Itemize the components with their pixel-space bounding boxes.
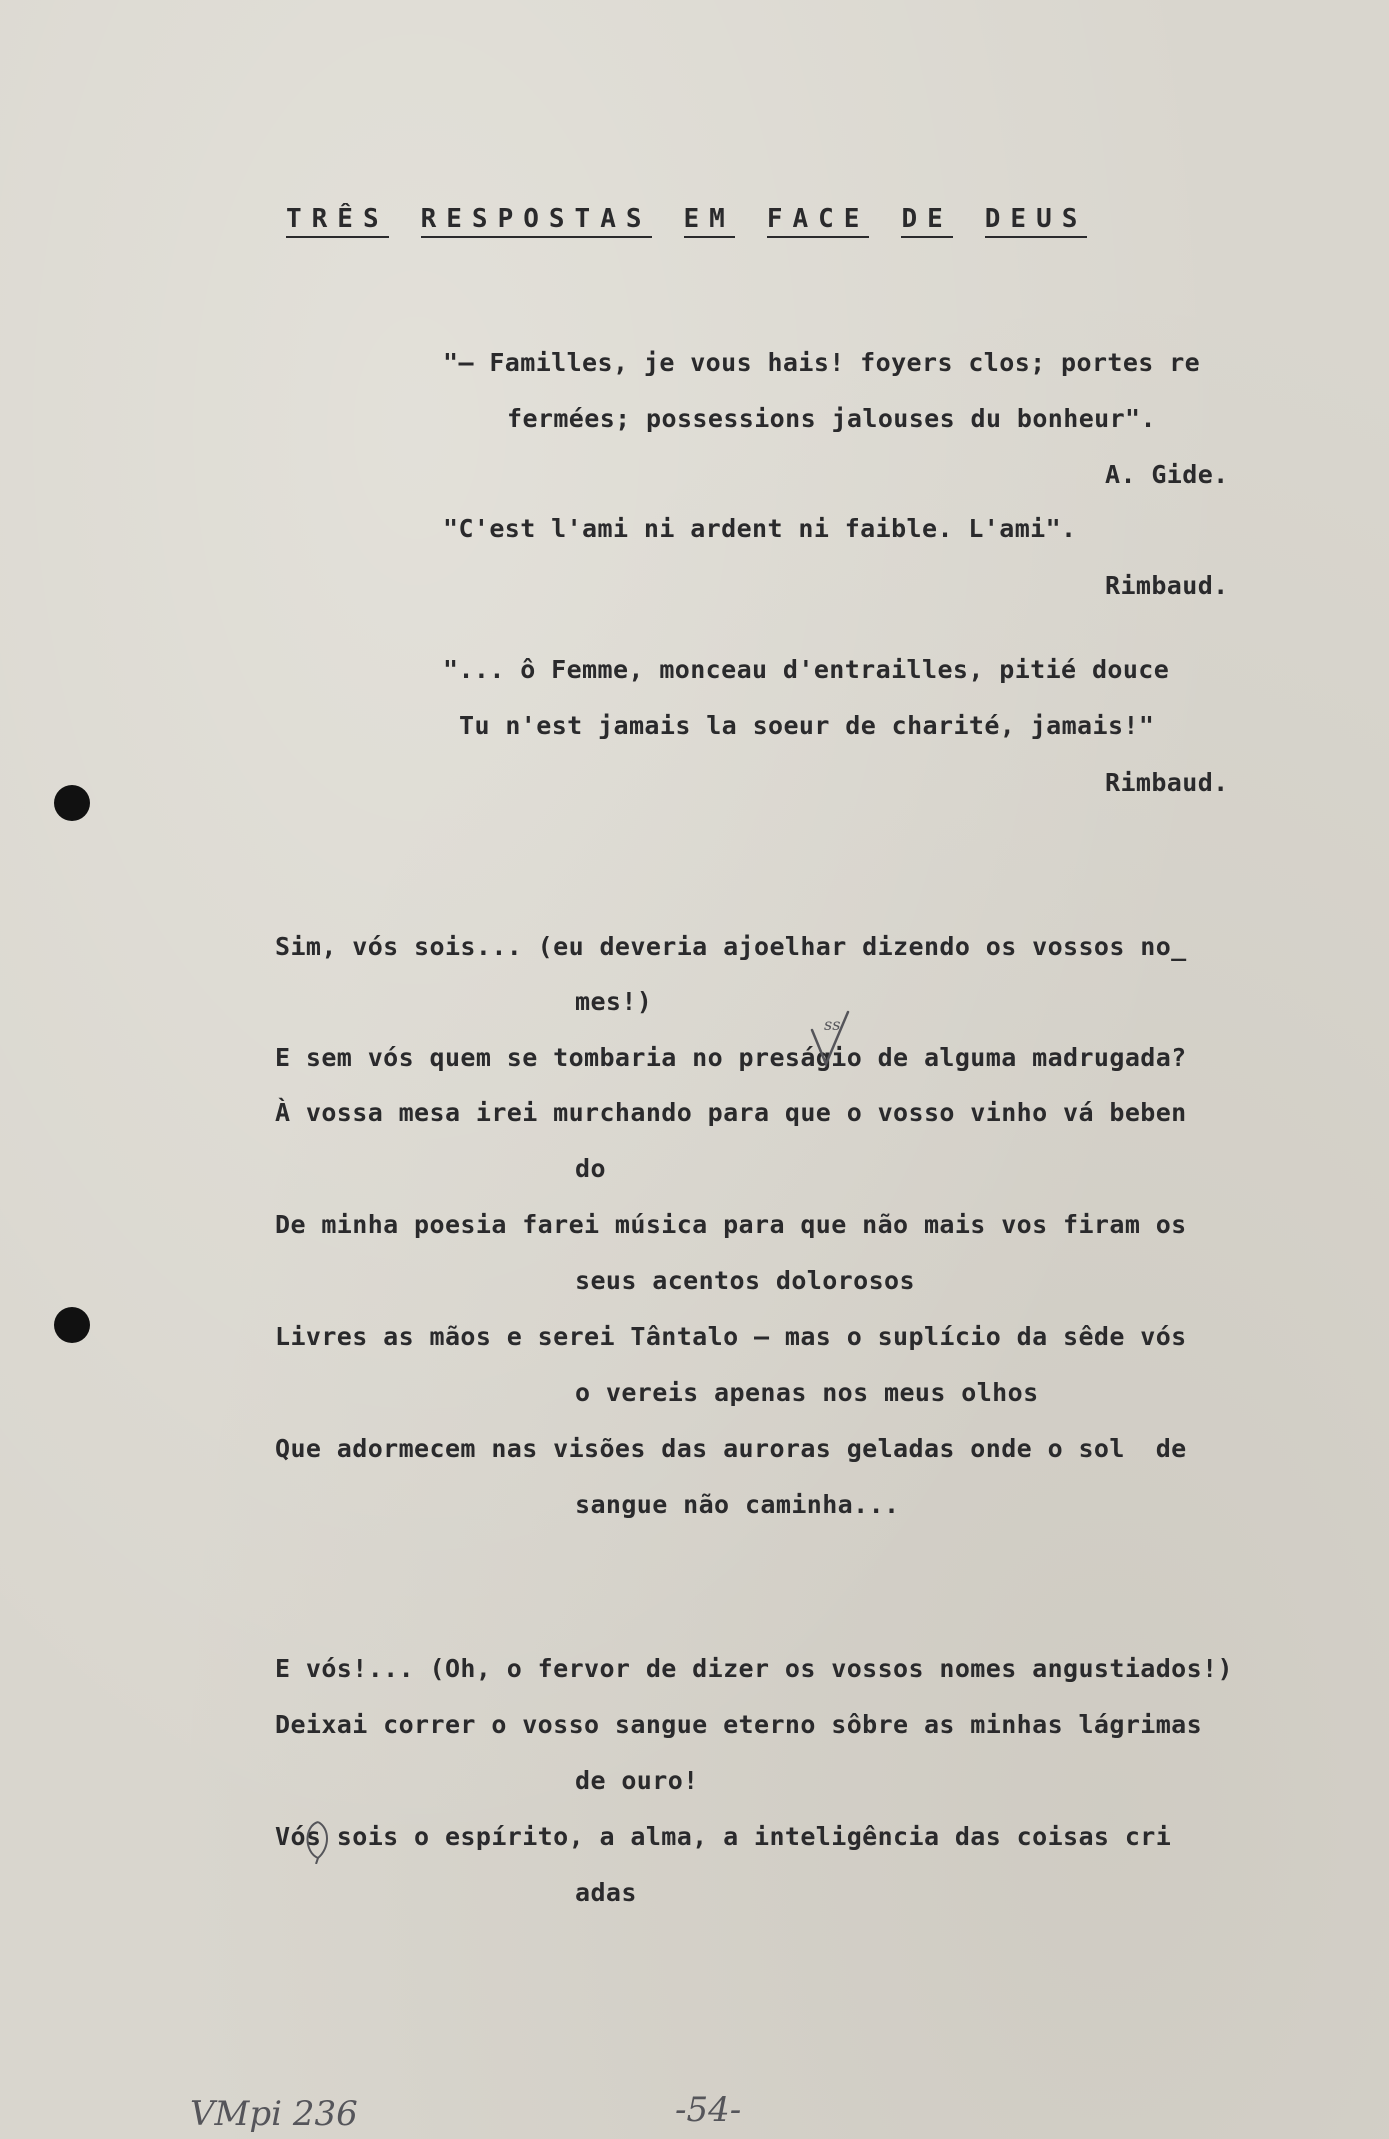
title-word: TRÊS	[286, 204, 389, 238]
handwritten-circle-mark	[300, 1818, 336, 1864]
epigraph-rimbaud-2-line-1: "... ô Femme, monceau d'entrailles, pitié douce	[443, 655, 1170, 684]
stanza-1-line: seus acentos dolorosos	[575, 1266, 915, 1295]
stanza-1-line: do	[575, 1154, 606, 1183]
stanza-1-line: Sim, vós sois... (eu deveria ajoelhar dizendo os vossos no_	[275, 932, 1187, 961]
stanza-1-line: mes!)	[575, 987, 653, 1016]
poem-title	[286, 204, 1087, 238]
stanza-1-line: À vossa mesa irei murchando para que o vosso vinho vá beben	[275, 1098, 1187, 1127]
epigraph-rimbaud-2-author: Rimbaud.	[1105, 768, 1229, 797]
stanza-1-line: o vereis apenas nos meus olhos	[575, 1378, 1039, 1407]
archive-code: VMpi 236	[190, 2094, 358, 2134]
punch-hole	[54, 1307, 90, 1343]
title-word: DEUS	[985, 204, 1088, 238]
handwritten-correction-mark	[808, 1008, 868, 1072]
title-word: RESPOSTAS	[421, 204, 652, 238]
title-word: FACE	[767, 204, 870, 238]
page-number: -54-	[675, 2090, 742, 2130]
stanza-1-line: Que adormecem nas visões das auroras geladas onde o sol de	[275, 1434, 1187, 1463]
stanza-2-line: adas	[575, 1878, 637, 1907]
stanza-2-line: de ouro!	[575, 1766, 699, 1795]
stanza-2-line: E vós!... (Oh, o fervor de dizer os vossos nomes angustiados!)	[275, 1654, 1233, 1683]
stanza-2-line: Deixai correr o vosso sangue eterno sôbre as minhas lágrimas	[275, 1710, 1203, 1739]
stanza-2-line: Vós sois o espírito, a alma, a inteligência das coisas cri	[275, 1822, 1172, 1851]
epigraph-gide-line-1: "— Familles, je vous hais! foyers clos; portes re	[443, 348, 1201, 377]
stanza-1-line: E sem vós quem se tombaria no preságio de alguma madrugada?	[275, 1043, 1187, 1072]
title-word: DE	[901, 204, 952, 238]
epigraph-rimbaud-1-author: Rimbaud.	[1105, 571, 1229, 600]
epigraph-gide-author: A. Gide.	[1105, 460, 1229, 489]
stanza-1-line: Livres as mãos e serei Tântalo — mas o suplício da sêde vós	[275, 1322, 1187, 1351]
epigraph-gide-line-2: fermées; possessions jalouses du bonheur".	[507, 404, 1156, 433]
correction-text: ss	[824, 1015, 841, 1034]
title-word: EM	[684, 204, 735, 238]
epigraph-rimbaud-1-line: "C'est l'ami ni ardent ni faible. L'ami".	[443, 514, 1077, 543]
stanza-1-line: De minha poesia farei música para que não mais vos firam os	[275, 1210, 1187, 1239]
punch-hole	[54, 785, 90, 821]
stanza-1-line: sangue não caminha...	[575, 1490, 900, 1519]
epigraph-rimbaud-2-line-2: Tu n'est jamais la soeur de charité, jamais!"	[459, 711, 1155, 740]
